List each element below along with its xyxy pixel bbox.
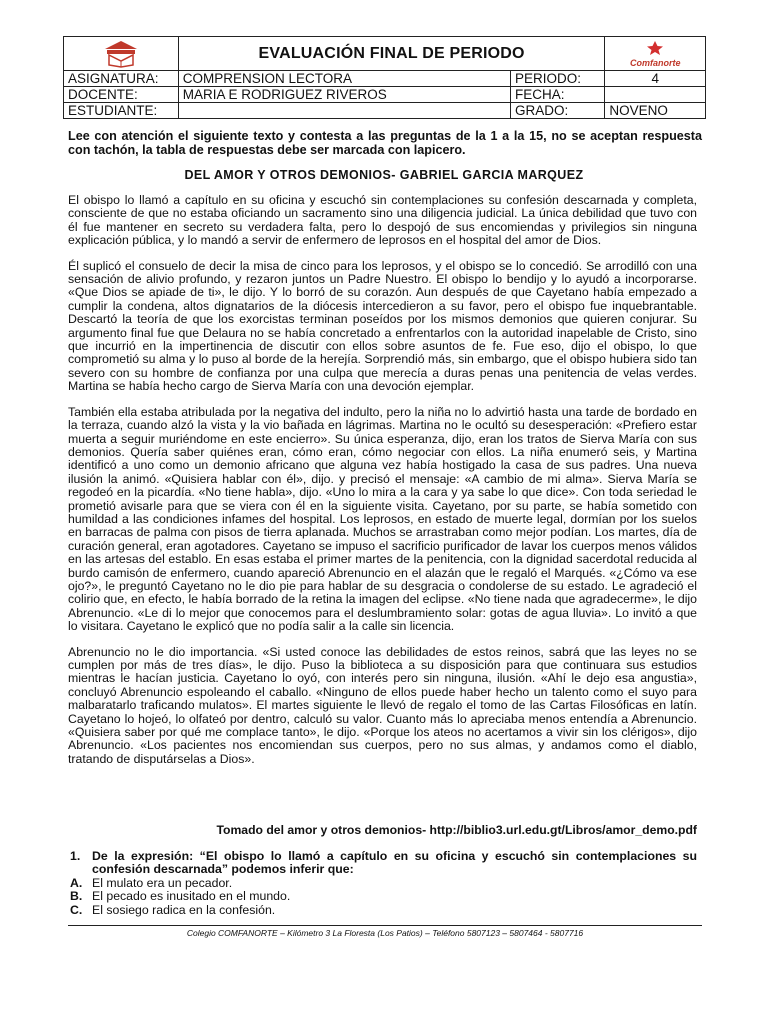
- comfanorte-logo: Comfanorte: [609, 40, 701, 68]
- label-cell: ESTUDIANTE:: [64, 103, 179, 119]
- question-text: De la expresión: “El obispo lo llamó a capítulo en su oficina y escuchó sin contemplaciones su confesión descarnada” podemos inferir que:: [92, 849, 697, 877]
- answer-option-a: [70, 877, 697, 890]
- question-number: 1.: [70, 849, 81, 863]
- value-cell: [605, 87, 706, 103]
- page-title: EVALUACIÓN FINAL DE PERIODO: [178, 37, 605, 71]
- option-letter: C.: [70, 902, 83, 917]
- footer-divider: [68, 925, 702, 926]
- header-table: [63, 36, 706, 119]
- value-cell: COMPRENSION LECTORA: [178, 71, 510, 87]
- text-title: DEL AMOR Y OTROS DEMONIOS- GABRIEL GARCIA MARQUEZ: [184, 168, 584, 182]
- source-citation: Tomado del amor y otros demonios- http://biblio3.url.edu.gt/Libros/amor_demo.pdf: [216, 823, 697, 837]
- instructions: Lee con atención el siguiente texto y contesta a las preguntas de la 1 a la 15, no se aceptan respuesta con tachón, la tabla de respuestas debe ser marcada con lapicero.: [68, 129, 702, 157]
- brand-star-icon: [644, 40, 666, 56]
- value-cell: MARIA E RODRIGUEZ RIVEROS: [178, 87, 510, 103]
- school-crest-icon: [101, 39, 141, 69]
- header-row: [64, 87, 706, 103]
- label-cell: PERIODO:: [510, 71, 604, 87]
- question-1: [70, 850, 697, 917]
- option-letter: B.: [70, 889, 83, 904]
- value-cell: [178, 103, 510, 119]
- answer-option-b: [70, 890, 697, 903]
- header-row: [64, 71, 706, 87]
- label-cell: GRADO:: [510, 103, 604, 119]
- footer: Colegio COMFANORTE – Kilómetro 3 La Floresta (Los Patios) – Teléfono 5807123 – 5807464 - 5807716: [186, 928, 584, 938]
- paragraph: Abrenuncio no le dio importancia. «Si usted conoce las debilidades de estos reinos, sabrá que las leyes no se cumplen por más de tres días», le dijo. Puso la biblioteca a su disposición para que continuara sus estudios mientras le hacían justicia. Cayetano lo oyó, con interés pero sin ninguna, ilusión. «Ahí le dejo esa angustia», concluyó Abrenuncio espoleando el caballo. «Ninguno de ellos puede haber hecho un talento como el suyo para malbaratarlo traficando mulatos». El martes siguiente le llevó de regalo el tomo de las Cartas Filosóficas en latín. Cayetano lo hojeó, lo olfateó por dentro, calculó su valor. Cuanto más lo apreciaba menos entendía a Abrenuncio. «Quisiera saber por qué me complace tanto», le dijo. «Porque los ateos no acertamos a vivir sin los clérigos», dijo Abrenuncio. «Los pacientes nos encomiendan sus cuerpos, pero no sus almas, y andamos como el diablo, tratando de disputárselas a Dios».: [68, 644, 697, 766]
- option-text: El sosiego radica en la confesión.: [92, 902, 276, 917]
- question-stem: [70, 850, 697, 877]
- label-cell: FECHA:: [510, 87, 604, 103]
- label-cell: ASIGNATURA:: [64, 71, 179, 87]
- label-cell: DOCENTE:: [64, 87, 179, 103]
- option-text: El mulato era un pecador.: [92, 875, 233, 890]
- reading-text: [68, 194, 697, 766]
- header-row: [64, 103, 706, 119]
- brand-logo-cell: [605, 37, 706, 71]
- value-cell: 4: [605, 71, 706, 87]
- school-logo-cell: [64, 37, 179, 71]
- option-text: El pecado es inusitado en el mundo.: [92, 889, 291, 904]
- value-cell: NOVENO: [605, 103, 706, 119]
- paragraph: También ella estaba atribulada por la negativa del indulto, pero la niña no lo advirtió hasta una tarde de bordado en la terraza, cuando alzó la vista y la vio bañada en lágrimas. Martina no le ocultó su desesperación: «Prefiero estar muerta a seguir muriéndome en este encierro». Su única esperanza, dijo, eran los tratos de Sierva María con sus demonios. Quería saber quiénes eran, cómo eran, cómo negociar con ellos. La niña enumeró seis, y Martina identificó a uno como un demonio africano que alguna vez había hostigado la casa de sus padres. Una nueva ilusión la animó. «Quisiera hablar con él», dijo. y precisó el mensaje: «A cambio de mi alma». Sierva María se regodeó en la picardía. «No tiene habla», dijo. «Uno lo mira a la cara y ya sabe lo que dice». Con toda seriedad le prometió avisarle para que se viera con él en la siguiente visita. Cayetano, por su parte, se había sometido con humildad a las condiciones infames del hospital. Los leprosos, en estado de muerte legal, dormían por los suelos en barracas de palma con pisos de tierra aplanada. Muchos se arrastraban como mejor podían. Los martes, día de curación general, eran agotadores. Cayetano se impuso el sacrificio purificador de lavar los cuerpos menos válidos en las artesas del establo. En esas estaba el primer martes de la penitencia, con la dignidad sacerdotal reducida al burdo camisón de enfermero, cuando apareció Abrenuncio en el alazán que le regaló el Marqués. «¿Cómo va ese ojo?», le preguntó Cayetano no le dio pie para hablar de su desgracia o condolerse de su estado. Le agradeció el colirio que, en efecto, le había borrado de la retina la imagen del eclipse. «No tiene nada que agradecerme», le dijo Abrenuncio. «Le di lo mejor que conocemos para el deslumbramiento solar: gotas de agua lluvia». Lo invitó a que lo visitara. Cayetano le explicó que no podía salir a la calle sin licencia.: [68, 404, 697, 634]
- answer-option-c: [70, 904, 697, 917]
- paragraph: El obispo lo llamó a capítulo en su oficina y escuchó sin contemplaciones su confesión descarnada y completa, consciente de que no estaba oficiando un sacramento sino una diligencia judicial. La única debilidad que tuvo con él fue mantener en secreto su verdadera falta, pero lo despojó de sus encomiendas y privilegios sin ninguna explicación pública, y lo mandó a servir de enfermero de leprosos en el hospital del amor de Dios.: [68, 193, 697, 248]
- paragraph: Él suplicó el consuelo de decir la misa de cinco para los leprosos, y el obispo se lo concedió. Se arrodilló con una sensación de alivio profundo, y rezaron juntos un Padre Nuestro. El obispo lo bendijo y lo ayudó a incorporarse. «Que Dios se apiade de ti», le dijo. Y lo borró de su corazón. Aun después de que Cayetano había empezado a cumplir la condena, altos dignatarios de la diócesis intercedieron a su favor, pero el obispo fue inquebrantable. Descartó la teoría de que los exorcistas terminan poseídos por los mismos demonios que quieren conjurar. Su argumento final fue que Delaura no se había concretado a enfrentarlos con la autoridad inapelable de Cristo, sino que incurrió en la impertinencia de discutir con ellos sobre asuntos de fe. Fue eso, dijo el obispo, lo que comprometió su alma y lo puso al borde de la herejía. Sorprendió más, sin embargo, que el obispo hubiera sido tan severo con su hombre de confianza por una culpa que merecía a duras penas una penitencia de velas verdes. Martina se había hecho cargo de Sierva María con una devoción ejemplar.: [68, 258, 697, 394]
- option-letter: A.: [70, 875, 83, 890]
